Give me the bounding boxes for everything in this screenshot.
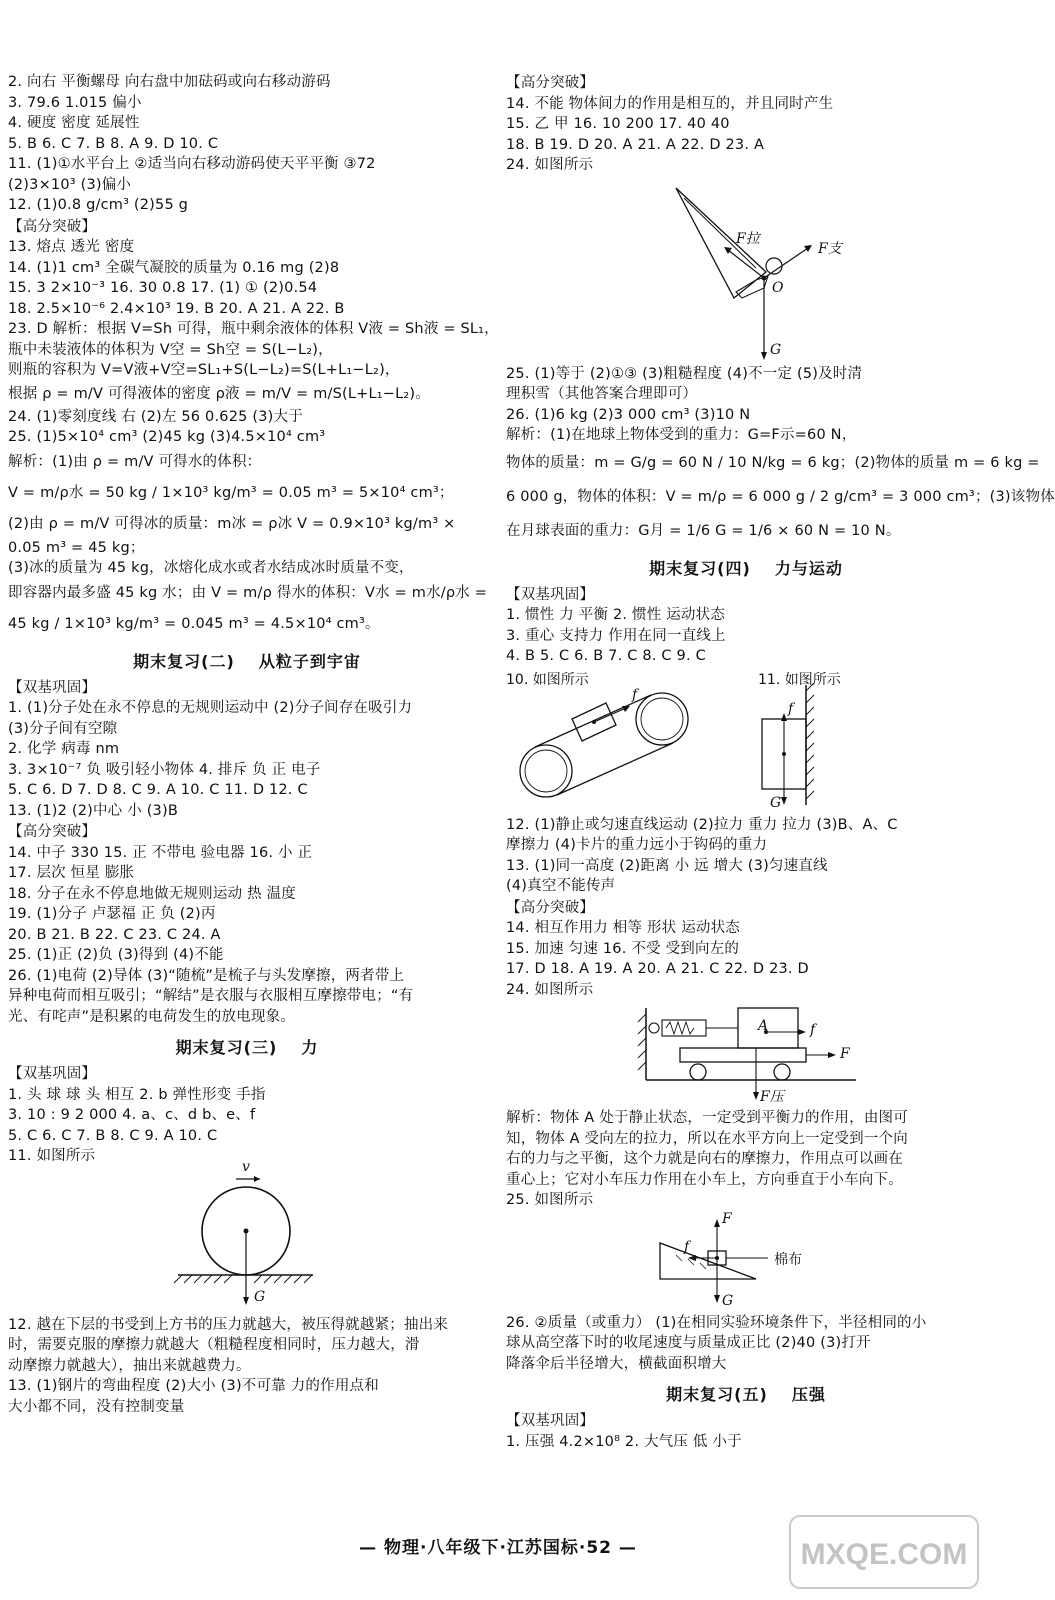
section-topic: 力与运动	[774, 558, 843, 578]
section-tag-gaofen: 【高分突破】	[8, 824, 97, 840]
answer-line: 解析：物体 A 处于静止状态，一定受到平衡力的作用，由图可	[506, 1110, 908, 1126]
answer-line: 23. D 解析：根据 V=Sh 可得，瓶中剩余液体的体积 V液 = Sh液 = SL₁，	[8, 321, 499, 337]
answer-line: 光、有咤声”是积累的电荷发生的放电现象。	[8, 1008, 296, 1025]
answer-line: 理积雪（其他答案合理即可）	[506, 386, 698, 402]
section-tag-gaofen: 【高分突破】	[506, 899, 595, 916]
answers-block-c	[8, 698, 486, 821]
section-topic: 从粒子到宇宙	[258, 651, 361, 671]
answers-block-rd	[506, 815, 986, 897]
answer-line: 12. 越在下层的书受到上方书的压力就越大，被压得就越紧；抽出来	[8, 1316, 449, 1333]
gravity-label: G	[770, 341, 782, 358]
answer-line: (3)冰的质量为 45 kg，冰熔化成水或者水结成冰时质量不变，	[8, 560, 414, 576]
answer-line: 2. 化学 病毒 nm	[8, 741, 120, 757]
answer-line: 3. 重心 支持力 作用在同一直线上	[506, 627, 726, 644]
answer-line: 重心上；它对小车压力作用在小车上，方向垂直于小车向下。	[506, 1171, 903, 1188]
force-label: F	[840, 1046, 850, 1062]
answer-line: 13. (1)2 (2)中心 小 (3)B	[8, 802, 178, 819]
gravity-label: G	[254, 1288, 266, 1305]
answer-line: 25. (1)等于 (2)①③ (3)粗糙程度 (4)不一定 (5)及时清	[506, 365, 863, 382]
answers-block-d	[8, 843, 486, 1028]
answer-line: 3. 3×10⁻⁷ 负 吸引轻小物体 4. 排斥 负 正 电子	[8, 761, 321, 778]
answer-line: 时，需要克服的摩擦力就越大（粗糙程度相同时，压力越大，滑	[8, 1337, 420, 1353]
answers-block-rg	[506, 1313, 986, 1375]
answer-line: 24. (1)零刻度线 右 (2)左 56 0.625 (3)大于	[8, 408, 303, 425]
answer-line: 则瓶的容积为 V=V液+V空=SL₁+S(L−L₂)=S(L+L₁−L₂)，	[8, 362, 400, 378]
answer-line: 15. 乙 甲 16. 10 200 17. 40 40	[506, 116, 730, 132]
section-title: 期末复习(四)	[649, 558, 751, 578]
section-tag-shuangji: 【双基巩固】	[506, 1413, 595, 1429]
answer-line: 右的力与之平衡，这个力就是向右的摩擦力，作用点可以画在	[506, 1151, 903, 1167]
answer-line: 2. 向右 平衡螺母 向右盘中加砝码或向右移动游码	[8, 74, 331, 90]
answer-line: 4. B 5. C 6. B 7. C 8. C 9. C	[506, 648, 706, 664]
answer-line: 18. 2.5×10⁻⁶ 2.4×10³ 19. B 20. A 21. A 22. B	[8, 300, 345, 317]
answer-line: 大小都不同，没有控制变量	[8, 1398, 185, 1415]
answers-block-re	[506, 918, 986, 1000]
cloth-label: 棉布	[774, 1251, 802, 1268]
answer-line: 17. D 18. A 19. A 20. A 21. C 22. D 23. D	[506, 961, 809, 977]
answer-line: 19. (1)分子 卢瑟福 正 负 (2)丙	[8, 906, 216, 922]
answers-block-rh	[506, 1432, 986, 1453]
answer-line: 摩擦力 (4)卡片的重力远小于钩码的重力	[506, 837, 768, 853]
section-topic: 力	[301, 1038, 319, 1057]
section-heading-4	[506, 556, 986, 579]
section-tag-gaofen: 【高分突破】	[506, 75, 595, 91]
answer-line: 4. 硬度 密度 延展性	[8, 115, 140, 131]
pull-force-label: F拉	[736, 230, 760, 247]
answer-line: 瓶中未装液体的体积为 V空 = Sh空 = S(L−L₂)，	[8, 341, 333, 358]
incline-diagram	[506, 1215, 986, 1309]
page-footer: — 物理·八年级下·江苏国标·52 —	[359, 1538, 637, 1558]
answer-line: 17. 层次 恒星 膨胀	[8, 865, 135, 881]
answer-line: 5. C 6. C 7. B 8. C 9. A 10. C	[8, 1127, 218, 1144]
watermark-logo	[784, 1512, 984, 1592]
answer-line: (4)真空不能传声	[506, 878, 616, 894]
answer-line: 动摩擦力就越大），抽出来就越费力。	[8, 1357, 251, 1374]
answer-line: 解析：(1)在地球上物体受到的重力：G=F示=60 N，	[506, 427, 857, 443]
conveyor-wall-diagram	[506, 671, 986, 811]
answer-line: 1. 惯性 力 平衡 2. 惯性 运动状态	[506, 607, 726, 623]
answer-line: 0.05 m³ = 45 kg；	[8, 539, 145, 556]
answer-line: 25. 如图所示	[506, 1192, 594, 1208]
answer-line: 26. (1)电荷 (2)导体 (3)“随梳”是梳子与头发摩擦，两者带上	[8, 967, 405, 984]
section-tag-gaofen: 【高分突破】	[8, 218, 97, 235]
answer-line: 12. (1)0.8 g/cm³ (2)55 g	[8, 197, 189, 213]
answer-line: 5. C 6. D 7. D 8. C 9. A 10. C 11. D 12. C	[8, 782, 308, 798]
answer-line: 20. B 21. B 22. C 23. C 24. A	[8, 926, 221, 943]
answers-block-e	[8, 1085, 486, 1167]
answer-line: 3. 10 : 9 2 000 4. a、c、d b、e、f	[8, 1107, 256, 1123]
person-force-diagram	[506, 180, 986, 360]
friction-label: f	[684, 1238, 690, 1255]
block-label: A	[758, 1018, 769, 1034]
answer-line: 5. B 6. C 7. B 8. A 9. D 10. C	[8, 135, 219, 152]
answers-block-ra	[506, 94, 986, 176]
answer-line: 物体的质量：m = G/g = 60 N / 10 N/kg = 6 kg；(2)物体的质量 m = 6 kg =	[506, 454, 1040, 471]
section-tag-shuangji: 【双基巩固】	[506, 586, 595, 603]
section-heading-5	[506, 1382, 986, 1405]
section-tag-shuangji: 【双基巩固】	[8, 1066, 97, 1082]
answer-line: 24. 如图所示	[506, 157, 594, 173]
answers-block-b	[8, 237, 499, 641]
figure-incline	[506, 1210, 986, 1309]
answers-block-rf	[506, 1108, 986, 1211]
answer-line: 1. 头 球 球 头 相互 2. b 弹性形变 手指	[8, 1086, 266, 1103]
pivot-label: O	[772, 279, 784, 296]
answer-line: (2)3×10³ (3)偏小	[8, 176, 132, 193]
answer-line: 1. 压强 4.2×10⁸ 2. 大气压 低 小于	[506, 1433, 742, 1450]
answer-line: 异种电荷而相互吸引；“解结”是衣服与衣服相互摩擦带电；“有	[8, 988, 414, 1004]
answer-line: 45 kg / 1×10³ kg/m³ = 0.045 m³ = 4.5×10⁴ cm³。	[8, 615, 380, 632]
velocity-label: v	[242, 1158, 250, 1175]
answer-line: 14. 中子 330 15. 正 不带电 验电器 16. 小 正	[8, 844, 313, 861]
watermark-text: MXQE.COM	[800, 1538, 968, 1571]
pressure-force-label: F压	[760, 1089, 784, 1105]
answer-line: 1. (1)分子处在永不停息的无规则运动中 (2)分子间存在吸引力	[8, 700, 413, 716]
section-tag-shuangji: 【双基巩固】	[8, 679, 97, 696]
answer-line: 26. ②质量（或重力） (1)在相同实验环境条件下，半径相同的小	[506, 1314, 927, 1331]
answer-line: 降落伞后半径增大，横截面积增大	[506, 1355, 727, 1372]
answers-block-a	[8, 72, 486, 216]
answers-block-f	[8, 1315, 486, 1418]
normal-force-label: F	[722, 1210, 732, 1227]
section-heading-2	[8, 649, 486, 672]
answer-line: 解析：(1)由 ρ = m/V 可得水的体积：	[8, 453, 262, 470]
answer-line: 3. 79.6 1.015 偏小	[8, 94, 142, 111]
answer-line: 14. 相互作用力 相等 形状 运动状态	[506, 920, 740, 936]
answer-line: V = m/ρ水 = 50 kg / 1×10³ kg/m³ = 0.05 m³ = 5×10⁴ cm³；	[8, 484, 454, 501]
figure-ball-on-ground	[8, 1158, 486, 1311]
answer-line: 26. (1)6 kg (2)3 000 cm³ (3)10 N	[506, 406, 751, 423]
answer-line: 14. 不能 物体间力的作用是相互的，并且同时产生	[506, 95, 834, 112]
right-column	[506, 72, 1055, 1452]
gravity-label: G	[770, 794, 782, 811]
answer-line: 13. 熔点 透光 密度	[8, 239, 135, 255]
friction-label: f	[788, 700, 794, 717]
gravity-label: G	[722, 1292, 734, 1309]
answer-line: 13. (1)同一高度 (2)距离 小 远 增大 (3)匀速直线	[506, 857, 828, 874]
answer-line: 25. (1)正 (2)负 (3)得到 (4)不能	[8, 947, 224, 963]
left-column	[8, 72, 499, 1417]
section-topic: 压强	[791, 1385, 826, 1404]
figure-conveyor-and-wall	[506, 671, 986, 811]
answer-line: 6 000 g，物体的体积：V = m/ρ = 6 000 g / 2 g/cm³ = 3 000 cm³；(3)该物体	[506, 488, 1055, 505]
figure-forces-on-person	[506, 180, 986, 360]
friction-label: f	[810, 1022, 816, 1038]
answer-line: 18. B 19. D 20. A 21. A 22. D 23. A	[506, 136, 765, 153]
answer-line: 知，物体 A 受向左的拉力，所以在水平方向上一定受到一个向	[506, 1130, 908, 1147]
friction-label: f	[632, 686, 638, 703]
answer-line: 即容器内最多盛 45 kg 水；由 V = m/ρ 得水的体积：V水 = m水/ρ水 =	[8, 584, 488, 601]
answer-line: 18. 分子在永不停息地做无规则运动 热 温度	[8, 885, 296, 902]
ball-diagram	[8, 1171, 486, 1311]
answer-line: 根据 ρ = m/V 可得液体的密度 ρ液 = m/V = m/S(L+L₁−L₂)。	[8, 385, 430, 402]
answer-line: 25. (1)5×10⁴ cm³ (2)45 kg (3)4.5×10⁴ cm³	[8, 429, 326, 445]
answer-line: 15. 加速 匀速 16. 不受 受到向左的	[506, 940, 740, 957]
figure-caption: 11. 如图所示	[758, 671, 841, 688]
figure-block-on-cart	[506, 1004, 986, 1104]
answers-block-rb	[506, 364, 1055, 548]
answer-line: 24. 如图所示	[506, 981, 594, 998]
answer-line: 11. 如图所示	[8, 1148, 96, 1164]
cart-diagram	[506, 1004, 986, 1104]
support-force-label: F支	[818, 240, 842, 257]
section-title: 期末复习(五)	[666, 1385, 768, 1404]
section-title: 期末复习(二)	[133, 651, 235, 671]
answer-line: 14. (1)1 cm³ 全碳气凝胶的质量为 0.16 mg (2)8	[8, 259, 340, 276]
answers-block-rc	[506, 605, 986, 667]
answer-line: 15. 3 2×10⁻³ 16. 30 0.8 17. (1) ① (2)0.54	[8, 280, 318, 296]
answer-line: (3)分子间有空隙	[8, 720, 118, 737]
answer-line: 11. (1)①水平台上 ②适当向右移动游码使天平平衡 ③72	[8, 156, 376, 172]
answer-line: (2)由 ρ = m/V 可得冰的质量：m冰 = ρ冰 V = 0.9×10³ kg/m³ ×	[8, 515, 456, 532]
section-title: 期末复习(三)	[175, 1038, 278, 1057]
figure-caption: 10. 如图所示	[506, 671, 589, 688]
section-heading-3	[8, 1035, 486, 1058]
answer-line: 在月球表面的重力：G月 = 1/6 G = 1/6 × 60 N = 10 N。	[506, 522, 901, 539]
answer-line: 12. (1)静止或匀速直线运动 (2)拉力 重力 拉力 (3)B、A、C	[506, 816, 898, 833]
answer-line: 13. (1)钢片的弯曲程度 (2)大小 (3)不可靠 力的作用点和	[8, 1378, 379, 1394]
answer-line: 球从高空落下时的收尾速度与质量成正比 (2)40 (3)打开	[506, 1335, 871, 1351]
